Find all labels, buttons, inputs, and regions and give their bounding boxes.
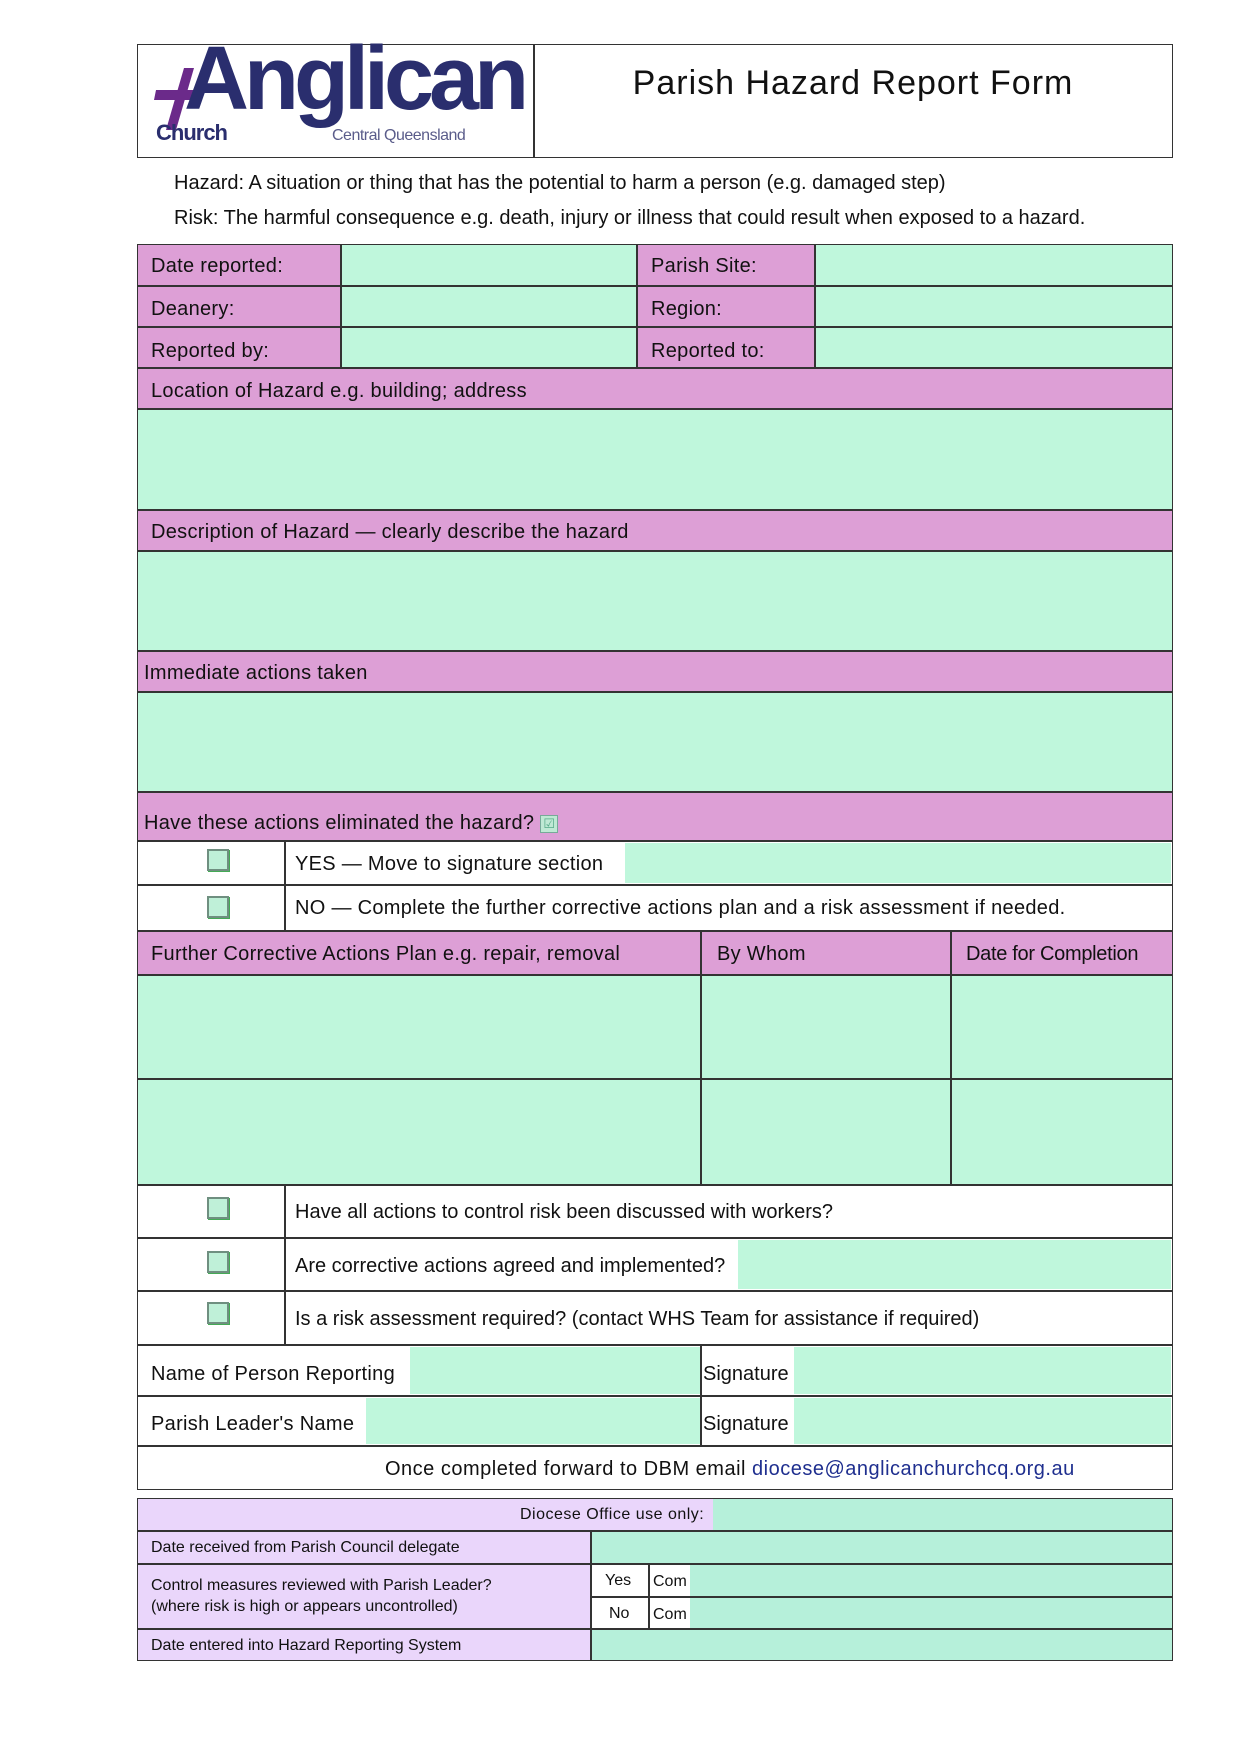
no-comment-input[interactable] — [690, 1598, 1172, 1628]
control-label-line2: (where risk is high or appears uncontrolled) — [151, 1598, 458, 1615]
whom-column-header: By Whom — [717, 943, 806, 965]
plan-input-row1[interactable] — [137, 975, 701, 1079]
region-label: Region: — [651, 298, 723, 320]
date-input-row1[interactable] — [951, 975, 1173, 1079]
date-received-input[interactable] — [591, 1531, 1173, 1564]
signature-label-1: Signature — [703, 1363, 789, 1385]
eliminated-label: Have these actions eliminated the hazard? — [144, 812, 535, 834]
description-input[interactable] — [137, 551, 1173, 651]
yes-comment-input[interactable] — [690, 1565, 1172, 1596]
plan-column-header: Further Corrective Actions Plan e.g. repair, removal — [151, 943, 621, 965]
date-entered-input[interactable] — [591, 1629, 1173, 1661]
yes-option-label: YES — Move to signature section — [295, 853, 604, 875]
forward-label: Once completed forward to DBM email — [385, 1458, 746, 1480]
date-column-header: Date for Completion — [966, 943, 1139, 965]
date-entered-label: Date entered into Hazard Reporting System — [151, 1637, 462, 1654]
region-input[interactable] — [815, 286, 1173, 327]
office-yes-label: Yes — [605, 1572, 632, 1589]
risk-definition: Risk: The harmful consequence e.g. death, injury or illness that could result when exposed to a hazard. — [174, 207, 1086, 229]
logo-church: Church — [156, 120, 227, 145]
whom-input-row2[interactable] — [701, 1079, 951, 1185]
office-header-input[interactable] — [713, 1499, 1172, 1530]
reported-by-input[interactable] — [341, 327, 637, 368]
immediate-label: Immediate actions taken — [144, 662, 368, 684]
office-no-label: No — [609, 1605, 630, 1622]
control-label-line1: Control measures reviewed with Parish Leader? — [151, 1577, 492, 1594]
logo-region: Central Queensland — [332, 127, 466, 144]
discussed-checkbox[interactable] — [207, 1197, 229, 1219]
location-input[interactable] — [137, 409, 1173, 510]
signature-input-2[interactable] — [794, 1398, 1171, 1444]
office-com-label-1: Com — [653, 1573, 687, 1590]
parish-site-label: Parish Site: — [651, 255, 757, 277]
deanery-label: Deanery: — [151, 298, 235, 320]
no-checkbox[interactable] — [207, 896, 229, 918]
leader-name-input[interactable] — [366, 1398, 700, 1444]
eliminated-question — [144, 813, 558, 833]
risk-assessment-checkbox[interactable] — [207, 1302, 229, 1324]
office-com-label-2: Com — [653, 1606, 687, 1623]
reported-by-label: Reported by: — [151, 340, 270, 362]
eliminated-checkbox[interactable]: ☑ — [540, 815, 558, 833]
agreed-label: Are corrective actions agreed and implemented? — [295, 1255, 726, 1277]
anglican-logo — [150, 29, 525, 152]
location-label: Location of Hazard e.g. building; address — [151, 380, 527, 402]
date-reported-input[interactable] — [341, 244, 637, 286]
description-label: Description of Hazard — clearly describe the hazard — [151, 521, 629, 543]
yes-input[interactable] — [625, 843, 1171, 883]
immediate-input[interactable] — [137, 692, 1173, 792]
leader-name-label: Parish Leader's Name — [151, 1413, 355, 1435]
office-heading: Diocese Office use only: — [520, 1506, 705, 1523]
risk-assessment-label: Is a risk assessment required? (contact WHS Team for assistance if required) — [295, 1308, 980, 1330]
forward-text — [385, 1459, 1075, 1479]
signature-label-2: Signature — [703, 1413, 789, 1435]
person-reporting-input[interactable] — [410, 1347, 700, 1394]
date-input-row2[interactable] — [951, 1079, 1173, 1185]
header-divider — [533, 44, 535, 158]
date-received-label: Date received from Parish Council delegate — [151, 1539, 460, 1556]
agreed-input[interactable] — [738, 1240, 1171, 1289]
date-reported-label: Date reported: — [151, 255, 284, 277]
signature-input-1[interactable] — [794, 1347, 1171, 1394]
parish-site-input[interactable] — [815, 244, 1173, 286]
whom-input-row1[interactable] — [701, 975, 951, 1079]
reported-to-input[interactable] — [815, 327, 1173, 368]
hazard-definition: Hazard: A situation or thing that has the potential to harm a person (e.g. damaged step) — [174, 172, 946, 194]
reported-to-label: Reported to: — [651, 340, 765, 362]
logo-word: Anglican — [184, 29, 525, 129]
page-title: Parish Hazard Report Form — [632, 64, 1074, 102]
no-option-label: NO — Complete the further corrective actions plan and a risk assessment if needed. — [295, 897, 1066, 919]
agreed-checkbox[interactable] — [207, 1251, 229, 1273]
person-reporting-label: Name of Person Reporting — [151, 1363, 395, 1385]
discussed-label: Have all actions to control risk been discussed with workers? — [295, 1201, 834, 1223]
deanery-input[interactable] — [341, 286, 637, 327]
yes-checkbox[interactable] — [207, 849, 229, 871]
plan-input-row2[interactable] — [137, 1079, 701, 1185]
dbm-email-link[interactable]: diocese@anglicanchurchcq.org.au — [752, 1458, 1075, 1480]
